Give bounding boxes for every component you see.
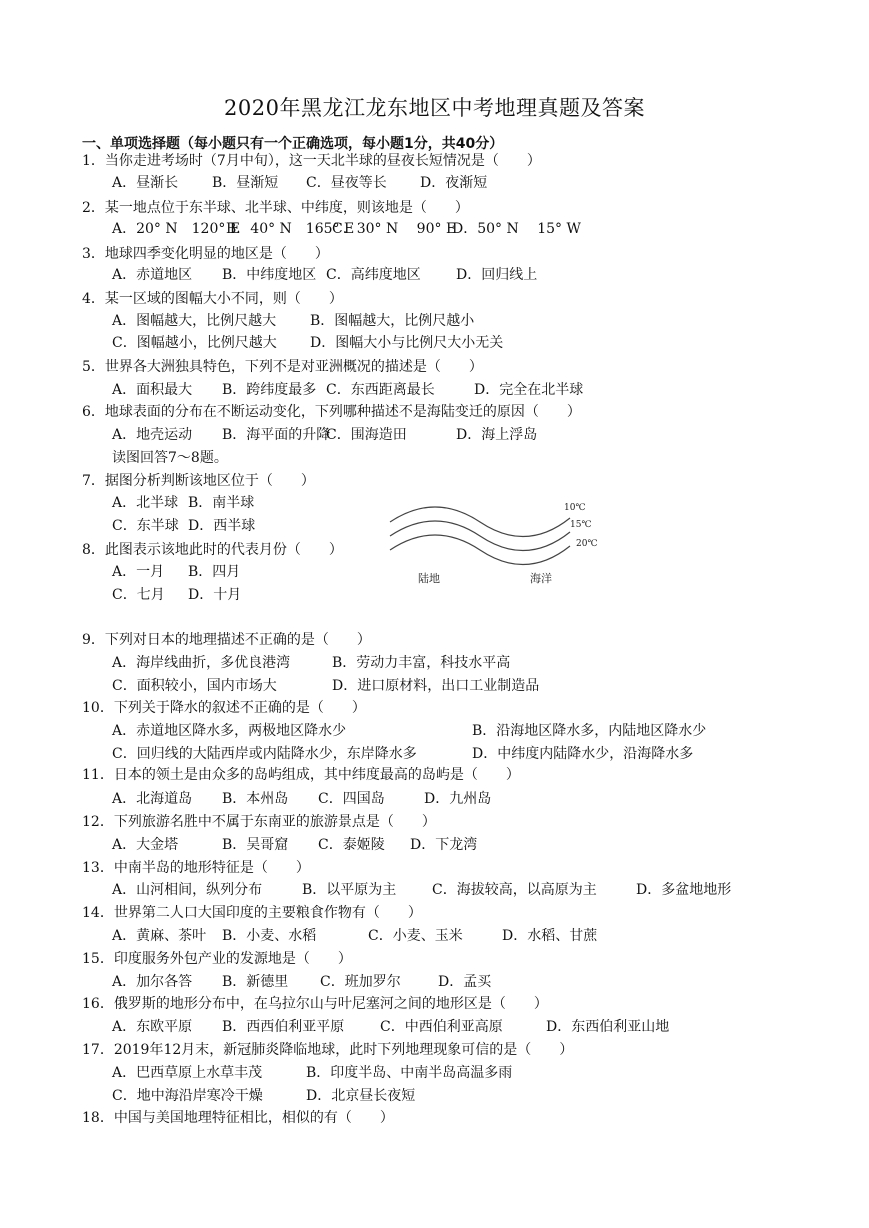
ocean-label: 海洋 (530, 572, 552, 585)
question-stem: 5．世界各大洲独具特色，下列不是对亚洲概况的描述是（ ） (82, 359, 483, 375)
answer-option: A．大金塔 (112, 837, 179, 853)
isotherm-label-15: 15℃ (570, 520, 592, 530)
question-stem: 13．中南半岛的地形特征是（ ） (82, 860, 310, 876)
question-stem: 8．此图表示该地此时的代表月份（ ） (82, 542, 343, 558)
answer-option: A．北半球 (112, 495, 179, 511)
answer-option: A．昼渐长 (112, 175, 179, 191)
answer-option: D．图幅大小与比例尺大小无关 (310, 335, 504, 351)
answer-option: A．面积最大 (112, 382, 193, 398)
isotherm-label-20: 20℃ (576, 539, 598, 549)
question-stem: 18．中国与美国地理特征相比，相似的有（ ） (82, 1110, 394, 1126)
question-stem: 4．某一区域的图幅大小不同，则（ ） (82, 291, 343, 307)
answer-option: C．中西伯利亚高原 (380, 1019, 503, 1035)
answer-option: B．中纬度地区 (222, 267, 317, 283)
isotherm-line-15 (390, 521, 570, 551)
isotherm-line-10 (390, 507, 570, 537)
question-stem: 7．据图分析判断该地区位于（ ） (82, 473, 315, 489)
answer-option: B．跨纬度最多 (222, 382, 317, 398)
answer-option: B．以平原为主 (302, 882, 397, 898)
answer-option: C．东半球 (112, 518, 179, 534)
question-stem: 1．当你走进考场时（7月中旬），这一天北半球的昼夜长短情况是（ ） (82, 153, 541, 169)
answer-option: C．昼夜等长 (306, 175, 387, 191)
answer-option: D．海上浮岛 (456, 427, 538, 443)
isotherm-line-20 (390, 535, 570, 565)
answer-option: B．昼渐短 (212, 175, 279, 191)
answer-option: D．东西伯利亚山地 (546, 1019, 670, 1035)
answer-option: B．印度半岛、中南半岛高温多雨 (306, 1065, 513, 1081)
answer-option: B．劳动力丰富，科技水平高 (332, 655, 511, 671)
answer-option: D．中纬度内陆降水少，沿海降水多 (472, 746, 694, 762)
answer-option: A．东欧平原 (112, 1019, 193, 1035)
question-stem: 17．2019年12月末，新冠肺炎降临地球，此时下列地理现象可信的是（ ） (82, 1042, 574, 1058)
answer-option: C．地中海沿岸寒冷干燥 (112, 1088, 263, 1104)
answer-option: D．水稻、甘蔗 (502, 928, 598, 944)
answer-option: B．小麦、水稻 (222, 928, 317, 944)
question-stem: 11．日本的领土是由众多的岛屿组成，其中纬度最高的岛屿是（ ） (82, 767, 520, 783)
answer-option: A．一月 (112, 564, 165, 580)
question-stem: 3．地球四季变化明显的地区是（ ） (82, 246, 329, 262)
answer-option: D．进口原材料，出口工业制造品 (332, 678, 540, 694)
isotherm-figure (380, 494, 620, 590)
answer-option: D．下龙湾 (410, 837, 478, 853)
answer-option: C．海拔较高，以高原为主 (432, 882, 597, 898)
answer-option: A．巴西草原上水草丰茂 (112, 1065, 263, 1081)
question-stem: 15．印度服务外包产业的发源地是（ ） (82, 951, 352, 967)
answer-option: C．图幅越小，比例尺越大 (112, 335, 277, 351)
answer-option: C．七月 (112, 587, 165, 603)
answer-option: D．夜渐短 (420, 175, 488, 191)
answer-option: D．九州岛 (424, 791, 492, 807)
answer-option: D．十月 (188, 587, 242, 603)
question-stem: 16．俄罗斯的地形分布中，在乌拉尔山与叶尼塞河之间的地形区是（ ） (82, 996, 548, 1012)
answer-option: D．孟买 (438, 974, 492, 990)
answer-option: C．泰姬陵 (318, 837, 385, 853)
answer-option: A．图幅越大，比例尺越大 (112, 313, 277, 329)
answer-option: C．小麦、玉米 (368, 928, 463, 944)
answer-option: C．高纬度地区 (326, 267, 421, 283)
answer-option: B．海平面的升降 (222, 427, 331, 443)
answer-option: B．本州岛 (222, 791, 289, 807)
answer-option: C．30° N 90° E (332, 221, 457, 237)
answer-option: A．赤道地区 (112, 267, 193, 283)
answer-option: B．吴哥窟 (222, 837, 289, 853)
answer-option: B．沿海地区降水多，内陆地区降水少 (472, 723, 707, 739)
answer-option: B．西西伯利亚平原 (222, 1019, 345, 1035)
answer-option: B．新德里 (222, 974, 289, 990)
question-stem: 6．地球表面的分布在不断运动变化，下列哪种描述不是海陆变迁的原因（ ） (82, 404, 581, 420)
answer-option: C．回归线的大陆西岸或内陆降水少，东岸降水多 (112, 746, 417, 762)
question-stem: 10．下列关于降水的叙述不正确的是（ ） (82, 700, 366, 716)
answer-option: A．山河相间，纵列分布 (112, 882, 263, 898)
answer-option: C．面积较小，国内市场大 (112, 678, 277, 694)
answer-option: D．多盆地地形 (636, 882, 732, 898)
answer-option: D．50° N 15° W (452, 221, 581, 237)
answer-option: D．北京昼长夜短 (306, 1088, 416, 1104)
question-stem: 14．世界第二人口大国印度的主要粮食作物有（ ） (82, 905, 422, 921)
answer-option: C．围海造田 (326, 427, 407, 443)
answer-option: D．回归线上 (456, 267, 538, 283)
page-title: 2020年黑龙江龙东地区中考地理真题及答案 (224, 96, 645, 120)
answer-option: A．赤道地区降水多，两极地区降水少 (112, 723, 347, 739)
answer-option: A．20° N 120° E (112, 221, 241, 237)
answer-option: A．地壳运动 (112, 427, 193, 443)
question-stem: 2．某一地点位于东半球、北半球、中纬度，则该地是（ ） (82, 200, 469, 216)
answer-option: D．完全在北半球 (474, 382, 584, 398)
answer-option: B．40° N 165° E (226, 221, 355, 237)
answer-option: B．四月 (188, 564, 241, 580)
answer-option: C．班加罗尔 (320, 974, 401, 990)
answer-option: B．南半球 (188, 495, 255, 511)
isotherm-label-10: 10℃ (564, 503, 586, 513)
answer-option: C．四国岛 (318, 791, 385, 807)
answer-option: D．西半球 (188, 518, 256, 534)
answer-option: A．北海道岛 (112, 791, 193, 807)
section-heading: 一、单项选择题（每小题只有一个正确选项，每小题1分，共40分） (82, 136, 504, 152)
land-label: 陆地 (418, 572, 440, 585)
answer-option: B．图幅越大，比例尺越小 (310, 313, 475, 329)
question-stem: 12．下列旅游名胜中不属于东南亚的旅游景点是（ ） (82, 814, 436, 830)
answer-option: A．黄麻、茶叶 (112, 928, 207, 944)
question-stem: 9．下列对日本的地理描述不正确的是（ ） (82, 632, 371, 648)
answer-option: A．海岸线曲折，多优良港湾 (112, 655, 291, 671)
answer-option: A．加尔各答 (112, 974, 193, 990)
answer-option: C．东西距离最长 (326, 382, 435, 398)
question-stem: 读图回答7～8题。 (112, 450, 228, 466)
